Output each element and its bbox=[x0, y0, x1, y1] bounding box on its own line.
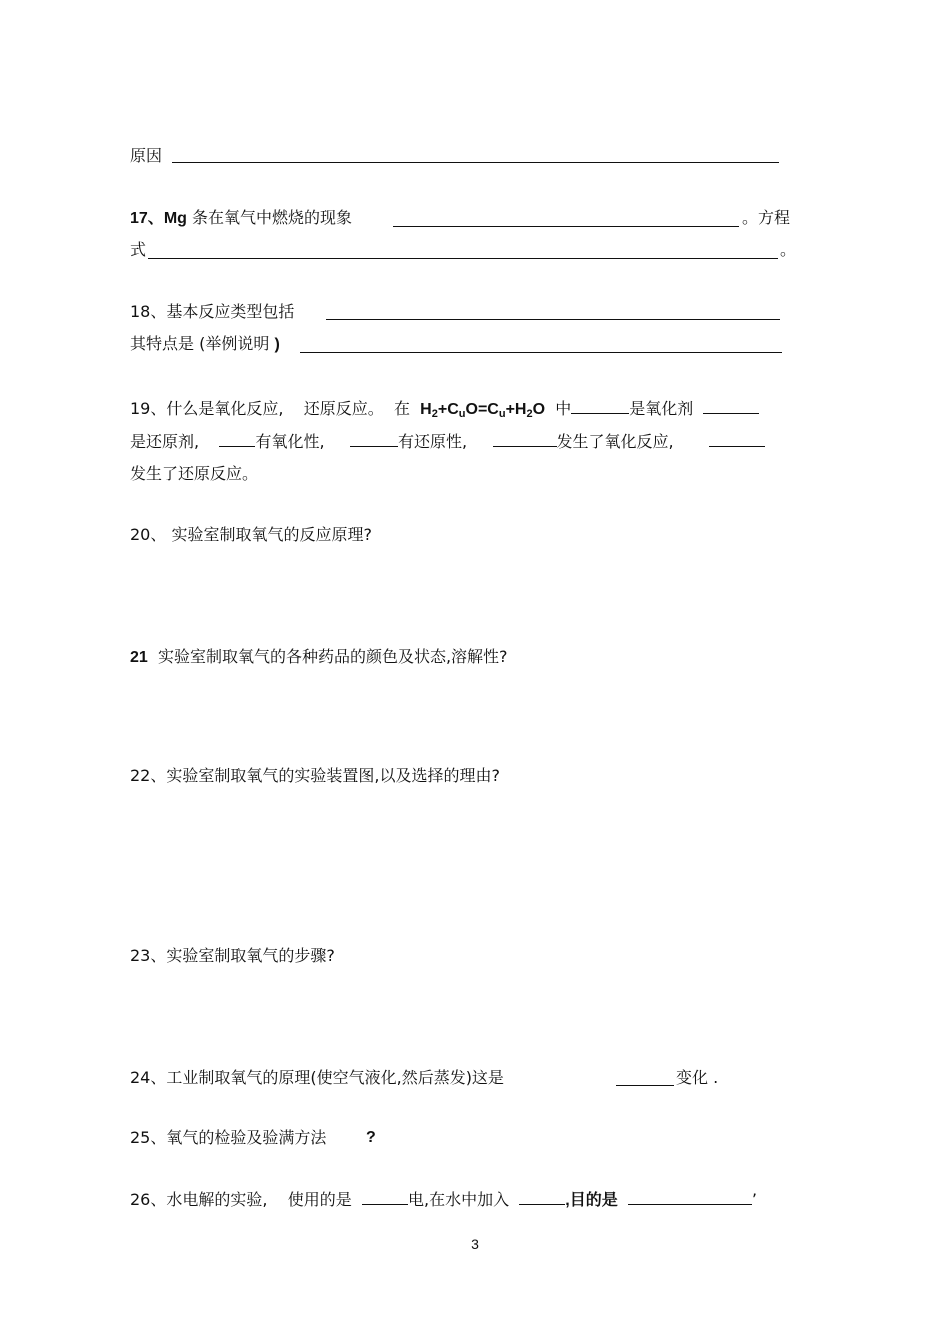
q26-text1: 26、水电解的实验, bbox=[130, 1190, 268, 1209]
q26-additive-blank[interactable] bbox=[519, 1188, 565, 1205]
q24-line bbox=[130, 1068, 504, 1088]
page-number: 3 bbox=[471, 1236, 479, 1252]
eq-sub3: u bbox=[498, 408, 506, 420]
q18-line2-a: 其特点是 bbox=[130, 334, 195, 353]
q18-text: 基本反应类型包括 bbox=[166, 302, 295, 321]
q18-number: 18、 bbox=[130, 302, 167, 321]
eq-mid: +C bbox=[437, 401, 459, 418]
q26-current-blank[interactable] bbox=[362, 1188, 408, 1205]
q18-line2-b: (举例说明 bbox=[199, 334, 270, 353]
q26-line bbox=[130, 1188, 757, 1211]
q20-line bbox=[130, 525, 372, 545]
q25-line bbox=[130, 1128, 326, 1148]
q18-line2-c: ) bbox=[274, 336, 280, 353]
q19-oxidant-blank[interactable] bbox=[571, 397, 629, 414]
q19-line2-d: 发生了氧化反应, bbox=[556, 432, 674, 451]
q17-end2-text: 。 bbox=[780, 240, 797, 259]
q19-line2-a: 是还原剂, bbox=[130, 432, 200, 451]
q22-text: 22、实验室制取氧气的实验装置图,以及选择的理由? bbox=[130, 766, 500, 785]
q19-oxidized-blank[interactable] bbox=[493, 430, 557, 447]
q19-equation bbox=[420, 399, 545, 418]
q18-line2 bbox=[130, 334, 280, 355]
q17-line1 bbox=[130, 208, 352, 229]
q17-line2 bbox=[130, 240, 146, 260]
q19-line2 bbox=[130, 430, 765, 452]
q26-text3: 电,在水中加入 bbox=[407, 1190, 510, 1209]
q19-text2: 还原反应。 bbox=[303, 399, 384, 418]
q18-line1 bbox=[130, 302, 294, 322]
q19-line2-b: 有氧化性, bbox=[255, 432, 325, 451]
q24-text: 24、工业制取氧气的原理(使空气液化,然后蒸发)这是 bbox=[130, 1068, 504, 1087]
q19-number: 19 bbox=[130, 399, 151, 418]
q24-end bbox=[676, 1068, 718, 1088]
q23-line bbox=[130, 946, 335, 966]
q17-text: 条在氧气中燃烧的现象 bbox=[192, 208, 353, 227]
q25-question-mark bbox=[366, 1128, 376, 1148]
q19-oxidizing-blank[interactable] bbox=[219, 430, 255, 447]
eq-h: H bbox=[420, 401, 432, 418]
eq-mid3: +H bbox=[505, 401, 527, 418]
q17-end2 bbox=[780, 240, 796, 260]
q19-text1: 、什么是氧化反应, bbox=[150, 399, 284, 418]
q19-text3: 在 bbox=[393, 399, 410, 418]
q26-text2: 使用的是 bbox=[287, 1190, 352, 1209]
q21-line bbox=[130, 647, 508, 668]
q19-line3-text: 发生了还原反应。 bbox=[130, 464, 259, 483]
q16-reason-blank[interactable] bbox=[172, 162, 779, 163]
eq-sub1: 2 bbox=[431, 408, 438, 420]
q23-text: 23、实验室制取氧气的步骤? bbox=[130, 946, 335, 965]
q19-reducing-blank[interactable] bbox=[350, 430, 398, 447]
eq-end: O bbox=[532, 401, 546, 418]
q25-text: 25、氧气的检验及验满方法 bbox=[130, 1128, 327, 1147]
q18-types-blank[interactable] bbox=[326, 319, 780, 320]
q16-reason-line bbox=[130, 146, 162, 166]
q18-features-blank[interactable] bbox=[300, 352, 782, 353]
q25-mark-text: ? bbox=[366, 1129, 376, 1146]
q19-reductant-blank[interactable] bbox=[703, 397, 759, 414]
q22-line bbox=[130, 766, 500, 786]
q17-number: 17、 bbox=[130, 210, 164, 227]
q19-text4: 中 bbox=[555, 399, 572, 418]
q26-end: ’ bbox=[751, 1190, 757, 1209]
eq-sub4: 2 bbox=[526, 408, 533, 420]
q26-text4: ,目的是 bbox=[565, 1192, 618, 1209]
q21-text: 实验室制取氧气的各种药品的颜色及状态,溶解性? bbox=[157, 647, 508, 666]
q19-line3 bbox=[130, 464, 258, 484]
q19-line2-c: 有还原性, bbox=[397, 432, 468, 451]
q19-reduced-blank[interactable] bbox=[709, 430, 765, 447]
q17-end1 bbox=[742, 208, 790, 228]
q19-text5: 是氧化剂 bbox=[629, 399, 694, 418]
q17-equation-blank[interactable] bbox=[148, 258, 778, 259]
q26-purpose-blank[interactable] bbox=[628, 1188, 752, 1205]
q17-mg: Mg bbox=[163, 210, 187, 227]
q16-reason-label: 原因 bbox=[130, 146, 163, 165]
q17-line2-start: 式 bbox=[130, 240, 147, 259]
q17-phenomenon-blank[interactable] bbox=[393, 226, 739, 227]
q19-line1 bbox=[130, 397, 759, 421]
q20-text: 20、 实验室制取氧气的反应原理? bbox=[130, 525, 372, 544]
eq-sub2: u bbox=[458, 408, 466, 420]
q24-end-text: 变化 . bbox=[676, 1068, 719, 1087]
q21-number: 21 bbox=[130, 649, 148, 666]
q17-end1-text: 。方程 bbox=[742, 208, 791, 227]
q24-change-blank[interactable] bbox=[616, 1085, 674, 1086]
eq-mid2: O=C bbox=[465, 401, 499, 418]
